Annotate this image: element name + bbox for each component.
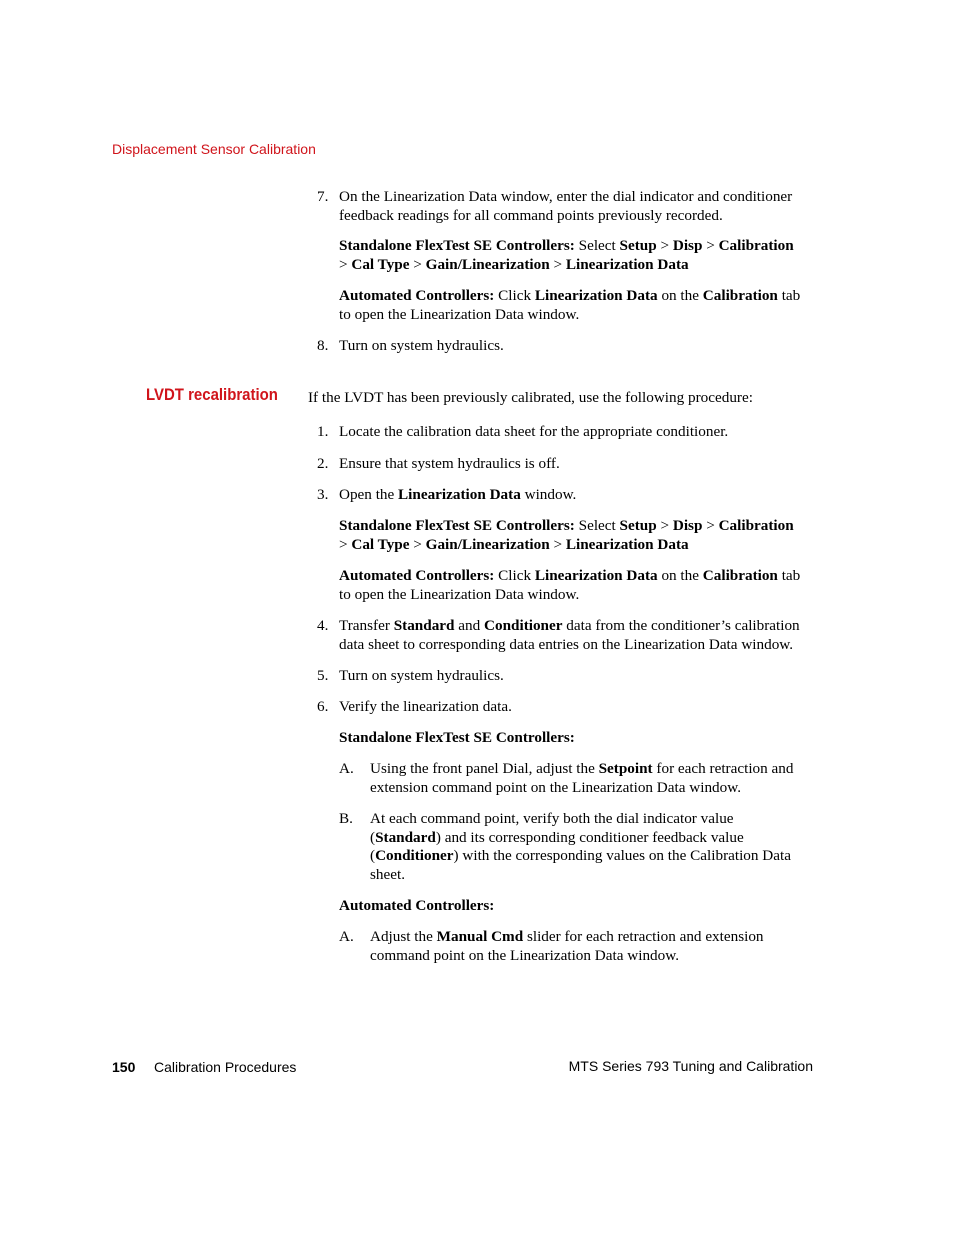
text: Open the (339, 486, 399, 503)
menu-calibration: Calibration (718, 237, 794, 254)
step-number: 7. (317, 188, 329, 205)
calibration-term: Calibration (702, 567, 778, 584)
text: tab to open the Linearization Data window. (339, 287, 801, 323)
text: window. (520, 486, 577, 503)
text: At each command point, verify both the dial indicator value ( (370, 810, 734, 846)
separator: > (549, 255, 566, 273)
text: on the (657, 567, 703, 584)
substep-text (370, 810, 805, 884)
standalone-label: Standalone FlexTest SE Controllers: (339, 237, 575, 254)
menu-setup: Setup (619, 237, 657, 254)
linearization-data-term: Linearization Data (398, 486, 521, 503)
menu-gain-linearization: Gain/Linearization (425, 535, 550, 553)
standard-term: Standard (393, 617, 455, 634)
step-text (339, 486, 817, 505)
menu-gain-linearization: Gain/Linearization (425, 255, 550, 273)
text: ) and its corresponding conditioner feedback value ( (370, 828, 744, 864)
automated-label: Automated Controllers: (339, 287, 495, 304)
separator: > (656, 517, 673, 534)
menu-linearization-data: Linearization Data (565, 255, 689, 273)
text: tab to open the Linearization Data window. (339, 567, 801, 603)
standalone-label: Standalone FlexTest SE Controllers: (339, 729, 575, 746)
calibration-term: Calibration (702, 287, 778, 304)
separator: > (409, 255, 426, 273)
step-number: 3. (317, 486, 329, 503)
standalone-subheading (339, 729, 814, 748)
automated-instructions (339, 287, 814, 324)
manual-cmd-term: Manual Cmd (436, 928, 524, 945)
text: data from the conditioner’s calibration data sheet to corresponding data entries on the Linearization Data window. (339, 617, 800, 653)
standalone-instructions (339, 237, 814, 274)
step-text: Turn on system hydraulics. (339, 337, 504, 354)
running-header: Displacement Sensor Calibration (112, 141, 316, 157)
menu-cal-type: Cal Type (351, 535, 410, 553)
text: and (454, 617, 485, 634)
text: slider for each retraction and extension command point on the Linearization Data window. (370, 928, 764, 964)
standalone-instructions (339, 517, 814, 554)
automated-subheading (339, 897, 814, 916)
text: Click (494, 287, 535, 304)
linearization-data-term: Linearization Data (534, 567, 658, 584)
text: for each retraction and extension command point on the Linearization Data window. (370, 760, 794, 796)
text: ) with the corresponding values on the Calibration Data sheet. (370, 847, 791, 883)
step-number: 5. (317, 667, 329, 684)
step-number: 4. (317, 617, 329, 634)
text: Select (574, 517, 620, 534)
substep-text (370, 760, 815, 797)
separator: > (339, 535, 352, 553)
menu-disp: Disp (672, 517, 703, 534)
substep-letter: A. (339, 760, 354, 777)
step-text: Turn on system hydraulics. (339, 667, 504, 684)
menu-linearization-data: Linearization Data (565, 535, 689, 553)
text: Transfer (339, 617, 394, 634)
step-text: Locate the calibration data sheet for the appropriate conditioner. (339, 423, 729, 440)
text: Click (494, 567, 535, 584)
automated-instructions (339, 567, 814, 604)
step-number: 8. (317, 337, 329, 354)
standalone-label: Standalone FlexTest SE Controllers: (339, 517, 575, 534)
menu-calibration: Calibration (718, 517, 794, 534)
text: on the (657, 287, 703, 304)
separator: > (409, 535, 426, 553)
separator: > (339, 255, 352, 273)
separator: > (702, 237, 719, 254)
menu-setup: Setup (619, 517, 657, 534)
section-intro: If the LVDT has been previously calibrated, use the following procedure: (308, 389, 753, 406)
menu-disp: Disp (672, 237, 703, 254)
footer-book-title: MTS Series 793 Tuning and Calibration (568, 1058, 813, 1074)
text: Adjust the (370, 928, 437, 945)
linearization-data-term: Linearization Data (534, 287, 658, 304)
page-number: 150 (112, 1059, 136, 1075)
step-text (339, 617, 817, 654)
text: Using the front panel Dial, adjust the (370, 760, 599, 777)
step-number: 2. (317, 455, 329, 472)
substep-letter: A. (339, 928, 354, 945)
substep-letter: B. (339, 810, 353, 827)
separator: > (702, 517, 719, 534)
separator: > (549, 535, 566, 553)
automated-label: Automated Controllers: (339, 567, 495, 584)
menu-cal-type: Cal Type (351, 255, 410, 273)
setpoint-term: Setpoint (598, 760, 653, 777)
separator: > (656, 237, 673, 254)
step-text: Ensure that system hydraulics is off. (339, 455, 560, 472)
substep-text (370, 928, 790, 965)
conditioner-term: Conditioner (375, 847, 454, 864)
footer-chapter: Calibration Procedures (154, 1059, 297, 1075)
step-text: Verify the linearization data. (339, 698, 512, 715)
conditioner-term: Conditioner (484, 617, 563, 634)
automated-label: Automated Controllers: (339, 897, 495, 914)
step-number: 1. (317, 423, 329, 440)
section-heading: LVDT recalibration (146, 385, 278, 404)
standard-term: Standard (375, 828, 436, 846)
step-number: 6. (317, 698, 329, 715)
step-text: On the Linearization Data window, enter the dial indicator and conditioner feedback readings for all command points previously recorded. (339, 188, 793, 224)
text: Select (574, 237, 620, 254)
